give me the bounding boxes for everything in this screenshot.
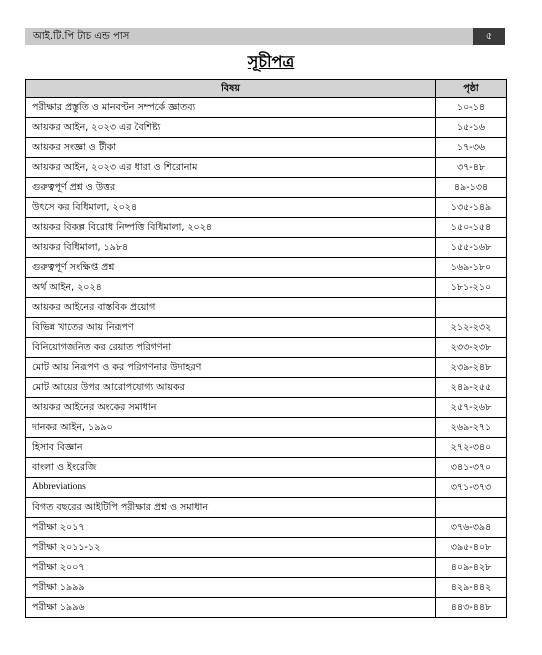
topic-column-header: বিষয়	[26, 80, 436, 98]
table-row	[26, 518, 507, 538]
toc-topic: বাংলা ও ইংরেজি	[26, 458, 436, 478]
book-title: আই.টি.পি টাচ এন্ড পাস	[33, 31, 130, 42]
toc-topic: হিসাব বিজ্ঞান	[26, 438, 436, 458]
table-row	[26, 498, 507, 518]
table-row	[26, 178, 507, 198]
toc-header-row	[26, 80, 507, 98]
toc-topic: বিনিয়োগজনিত কর রেয়াত পরিগণনা	[26, 338, 436, 358]
table-row	[26, 318, 507, 338]
table-row	[26, 358, 507, 378]
table-row	[26, 98, 507, 118]
toc-page-range: ৩৯৫-৪০৮	[436, 538, 507, 558]
toc-page-range: ১৭-৩৬	[436, 138, 507, 158]
table-row	[26, 398, 507, 418]
toc-topic: উৎসে কর বিধিমালা, ২০২৪	[26, 198, 436, 218]
toc-topic: পরীক্ষা ১৯৯৯	[26, 578, 436, 598]
toc-page-range: ৪০৯-৪২৮	[436, 558, 507, 578]
toc-topic: বিভিন্ন খাতের আয় নিরূপণ	[26, 318, 436, 338]
table-row	[26, 298, 507, 318]
table-row	[26, 238, 507, 258]
toc-topic: আয়কর আইন, ২০২৩ এর বৈশিষ্ট্য	[26, 118, 436, 138]
toc-page-range: ২৩৯-২৪৮	[436, 358, 507, 378]
table-row	[26, 378, 507, 398]
toc-topic: দানকর আইন, ১৯৯০	[26, 418, 436, 438]
toc-page-range: ২১২-২৩২	[436, 318, 507, 338]
table-row	[26, 138, 507, 158]
table-row	[26, 478, 507, 498]
toc-page-range: ২৪৯-২৫৫	[436, 378, 507, 398]
toc-page-range: ৪৯-১৩৪	[436, 178, 507, 198]
toc-page-range: ২৬৯-২৭১	[436, 418, 507, 438]
page-column-header: পৃষ্ঠা	[436, 80, 507, 98]
toc-page-range: ৪২৯-৪৪২	[436, 578, 507, 598]
toc-page-range	[436, 298, 507, 318]
table-row	[26, 118, 507, 138]
toc-topic: আয়কর আইনের বাস্তবিক প্রয়োগ	[26, 298, 436, 318]
table-row	[26, 198, 507, 218]
toc-topic: অর্থ আইন, ২০২৪	[26, 278, 436, 298]
toc-topic: গুরুত্বপূর্ণ প্রশ্ন ও উত্তর	[26, 178, 436, 198]
table-row	[26, 598, 507, 618]
table-row	[26, 558, 507, 578]
toc-topic: মোট আয় নিরূপণ ও কর পরিগণনার উদাহরণ	[26, 358, 436, 378]
toc-page-range	[436, 498, 507, 518]
toc-page-range: ৩৭৬-৩৯৪	[436, 518, 507, 538]
table-row	[26, 458, 507, 478]
toc-page-range: ২৫৭-২৬৮	[436, 398, 507, 418]
toc-topic: আয়কর সংজ্ঞা ও টীকা	[26, 138, 436, 158]
toc-page-range: ১৫০-১৫৪	[436, 218, 507, 238]
toc-topic: বিগত বছরের আইটিপি পরীক্ষার প্রশ্ন ও সমাধান	[26, 498, 436, 518]
toc-page-range: ১৩৫-১৪৯	[436, 198, 507, 218]
toc-topic: পরীক্ষা ২০১৭	[26, 518, 436, 538]
toc-page-range: ৩৭-৪৮	[436, 158, 507, 178]
page-number: ৫	[473, 28, 505, 45]
table-row	[26, 578, 507, 598]
toc-topic: পরীক্ষা ২০০৭	[26, 558, 436, 578]
toc-body	[26, 98, 507, 618]
toc-page-range: ৩৪১-৩৭০	[436, 458, 507, 478]
toc-page-range: ১৬৯-১৮০	[436, 258, 507, 278]
toc-heading: সূচীপত্র	[247, 52, 295, 71]
table-row	[26, 438, 507, 458]
toc-page-range: ১০-১৪	[436, 98, 507, 118]
toc-topic: গুরুত্বপূর্ণ সংক্ষিপ্ত প্রশ্ন	[26, 258, 436, 278]
table-row	[26, 278, 507, 298]
running-header	[25, 28, 505, 45]
toc-page-range: ৪৪৩-৪৪৮	[436, 598, 507, 618]
table-row	[26, 218, 507, 238]
toc-topic: আয়কর বিকল্প বিরোধ নিষ্পত্তি বিধিমালা, ২০২৪	[26, 218, 436, 238]
table-row	[26, 418, 507, 438]
toc-topic: আয়কর বিধিমালা, ১৯৮৪	[26, 238, 436, 258]
table-row	[26, 538, 507, 558]
toc-topic: পরীক্ষার প্রস্তুতি ও মানবণ্টন সম্পর্কে জ্ঞাতব্য	[26, 98, 436, 118]
toc-page-range: ১৫-১৬	[436, 118, 507, 138]
toc-page-range: ৩৭১-৩৭৩	[436, 478, 507, 498]
table-row	[26, 338, 507, 358]
toc-page-range: ২৭২-৩৪০	[436, 438, 507, 458]
toc-topic: আয়কর আইন, ২০২৩ এর ধারা ও শিরোনাম	[26, 158, 436, 178]
toc-topic: পরীক্ষা ১৯৯৬	[26, 598, 436, 618]
table-row	[26, 258, 507, 278]
toc-page-range: ১৮১-২১০	[436, 278, 507, 298]
toc-page-range: ১৫৫-১৬৮	[436, 238, 507, 258]
table-row	[26, 158, 507, 178]
toc-topic: পরীক্ষা ২০১১-১২	[26, 538, 436, 558]
toc-page-range: ২৩৩-২৩৮	[436, 338, 507, 358]
toc-topic: মোট আয়ের উপর আরোপযোগ্য আয়কর	[26, 378, 436, 398]
toc-topic: আয়কর আইনের অংকের সমাধান	[26, 398, 436, 418]
toc-table	[25, 79, 507, 618]
toc-topic: Abbreviations	[26, 478, 436, 498]
